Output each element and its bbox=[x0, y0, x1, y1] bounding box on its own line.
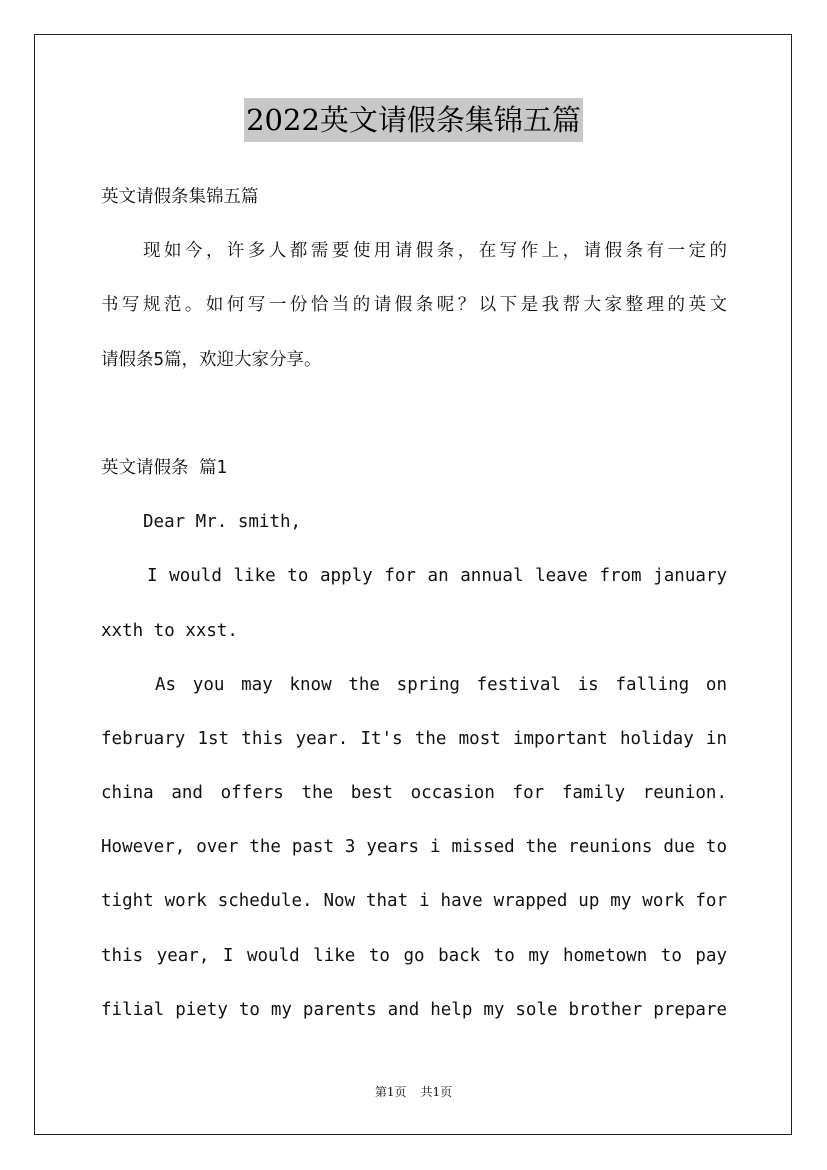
document-title: 2022英文请假条集锦五篇 bbox=[244, 98, 583, 142]
page-footer bbox=[0, 1083, 827, 1100]
letter-line: However, over the past 3 years i missed the reunions due to bbox=[101, 837, 727, 858]
letter-line: tight work schedule. Now that i have wrapped up my work for bbox=[101, 891, 727, 912]
page-number: 第1页 bbox=[374, 1085, 407, 1099]
subtitle-line: 英文请假条集锦五篇 bbox=[101, 187, 259, 207]
letter-salutation: Dear Mr. smith, bbox=[143, 512, 302, 533]
section-heading: 英文请假条 篇1 bbox=[101, 457, 228, 478]
intro-line-2: 书写规范。如何写一份恰当的请假条呢？以下是我帮大家整理的英文 bbox=[101, 295, 727, 316]
intro-line-1: 现如今，许多人都需要使用请假条，在写作上，请假条有一定的 bbox=[143, 241, 727, 262]
letter-line: xxth to xxst. bbox=[101, 620, 238, 641]
letter-line: february 1st this year. It's the most important holiday in bbox=[101, 728, 727, 749]
letter-line: I would like to apply for an annual leave from january bbox=[147, 566, 727, 587]
blank-line bbox=[101, 387, 727, 441]
document-body bbox=[101, 170, 727, 1037]
intro-line-3: 请假条5篇，欢迎大家分享。 bbox=[101, 349, 322, 370]
page-total: 共1页 bbox=[420, 1085, 453, 1099]
letter-line: this year, I would like to go back to my hometown to pay bbox=[101, 945, 727, 966]
letter-line: china and offers the best occasion for family reunion. bbox=[101, 783, 727, 804]
letter-line: filial piety to my parents and help my sole brother prepare bbox=[101, 999, 727, 1020]
letter-line: As you may know the spring festival is falling on bbox=[155, 674, 727, 695]
title-container bbox=[0, 98, 827, 142]
